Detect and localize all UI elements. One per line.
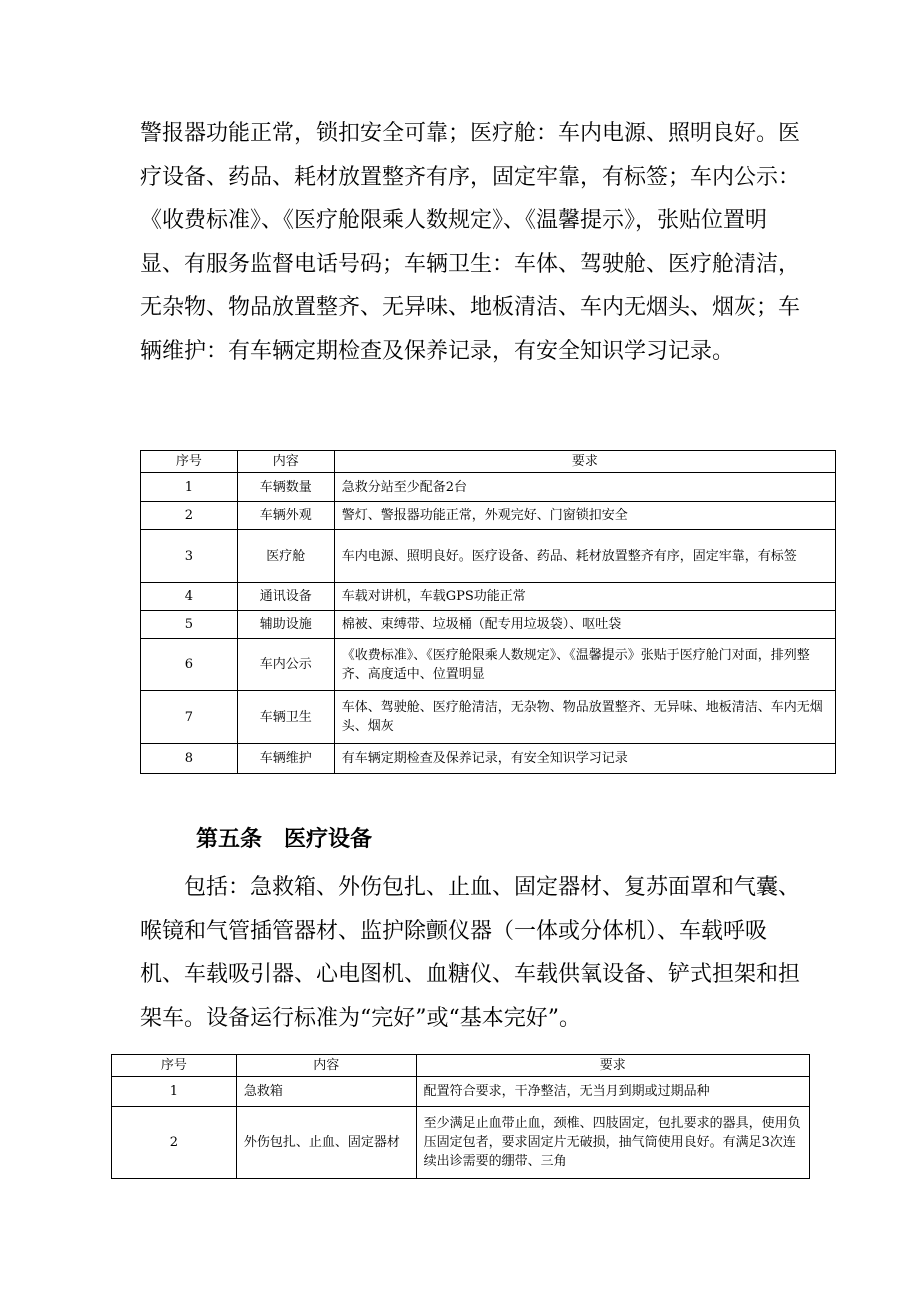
table-row [141, 639, 836, 691]
header-number: 序号 [112, 1055, 237, 1077]
row-requirement: 配置符合要求，干净整洁，无当月到期或过期品种 [416, 1077, 809, 1107]
row-content: 车内公示 [237, 639, 334, 691]
row-number: 3 [141, 530, 238, 583]
row-number: 4 [141, 583, 238, 611]
table-row [141, 502, 836, 530]
row-content: 医疗舱 [237, 530, 334, 583]
row-number: 1 [141, 473, 238, 502]
header-requirement: 要求 [416, 1055, 809, 1077]
equipment-requirements-table [111, 1054, 810, 1179]
row-requirement: 车内电源、照明良好。医疗设备、药品、耗材放置整齐有序，固定牢靠，有标签 [334, 530, 835, 583]
row-number: 7 [141, 691, 238, 744]
row-requirement: 《收费标准》、《医疗舱限乘人数规定》、《温馨提示》张贴于医疗舱门对面，排列整齐、高度适中、位置明显 [334, 639, 835, 691]
table-row [141, 691, 836, 744]
row-content: 车辆外观 [237, 502, 334, 530]
table-row [141, 583, 836, 611]
header-number: 序号 [141, 451, 238, 473]
table-header-row [112, 1055, 810, 1077]
row-requirement: 警灯、警报器功能正常，外观完好、门窗锁扣安全 [334, 502, 835, 530]
row-content: 车辆卫生 [237, 691, 334, 744]
row-content: 急救箱 [236, 1077, 416, 1107]
header-content: 内容 [237, 451, 334, 473]
paragraph-vehicle-standards [140, 112, 800, 373]
section-number: 第五条 [196, 827, 263, 852]
row-requirement: 车体、驾驶舱、医疗舱清洁，无杂物、物品放置整齐、无异味、地板清洁、车内无烟头、烟灰 [334, 691, 835, 744]
vehicle-requirements-table [140, 450, 836, 774]
table-row [141, 530, 836, 583]
table-row [141, 473, 836, 502]
row-content: 通讯设备 [237, 583, 334, 611]
row-requirement: 至少满足止血带止血，颈椎、四肢固定，包扎要求的器具，使用负压固定包者，要求固定片无破损，抽气筒使用良好。有满足3次连续出诊需要的绷带、三角 [416, 1107, 809, 1179]
table-row [141, 611, 836, 639]
row-number: 2 [112, 1107, 237, 1179]
row-number: 8 [141, 744, 238, 774]
row-requirement: 急救分站至少配备2台 [334, 473, 835, 502]
row-content: 车辆维护 [237, 744, 334, 774]
row-requirement: 棉被、束缚带、垃圾桶（配专用垃圾袋）、呕吐袋 [334, 611, 835, 639]
row-requirement: 有车辆定期检查及保养记录，有安全知识学习记录 [334, 744, 835, 774]
paragraph-text: 警报器功能正常，锁扣安全可靠；医疗舱：车内电源、照明良好。医疗设备、药品、耗材放置整齐有序，固定牢靠，有标签；车内公示： 《收费标准》、《医疗舱限乘人数规定》、《温馨提示》，张贴位置明显、有服务监督电话号码；车辆卫生：车体、驾驶舱、医疗舱清洁，无杂物、物品放置整齐、无异味、地板清洁、车内无烟头、烟灰；车辆维护：有车辆定期检查及保养记录，有安全知识学习记录。 [140, 121, 801, 364]
paragraph-text: 包括：急救箱、外伤包扎、止血、固定器材、复苏面罩和气囊、喉镜和气管插管器材、监护除颤仪器（一体或分体机）、车载呼吸机、车载吸引器、心电图机、血糖仪、车载供氧设备、铲式担架和担架车。设备运行标准为“完好”或“基本完好”。 [140, 875, 801, 1031]
paragraph-medical-equipment [140, 866, 800, 1040]
section-heading [196, 822, 394, 853]
row-requirement: 车载对讲机，车载GPS功能正常 [334, 583, 835, 611]
row-number: 2 [141, 502, 238, 530]
row-number: 6 [141, 639, 238, 691]
row-content: 外伤包扎、止血、固定器材 [236, 1107, 416, 1179]
row-number: 1 [112, 1077, 237, 1107]
table-row [112, 1107, 810, 1179]
header-content: 内容 [236, 1055, 416, 1077]
header-requirement: 要求 [334, 451, 835, 473]
row-content: 辅助设施 [237, 611, 334, 639]
table-row [112, 1077, 810, 1107]
row-content: 车辆数量 [237, 473, 334, 502]
section-title: 医疗设备 [284, 827, 373, 852]
row-number: 5 [141, 611, 238, 639]
table-header-row [141, 451, 836, 473]
table-row [141, 744, 836, 774]
